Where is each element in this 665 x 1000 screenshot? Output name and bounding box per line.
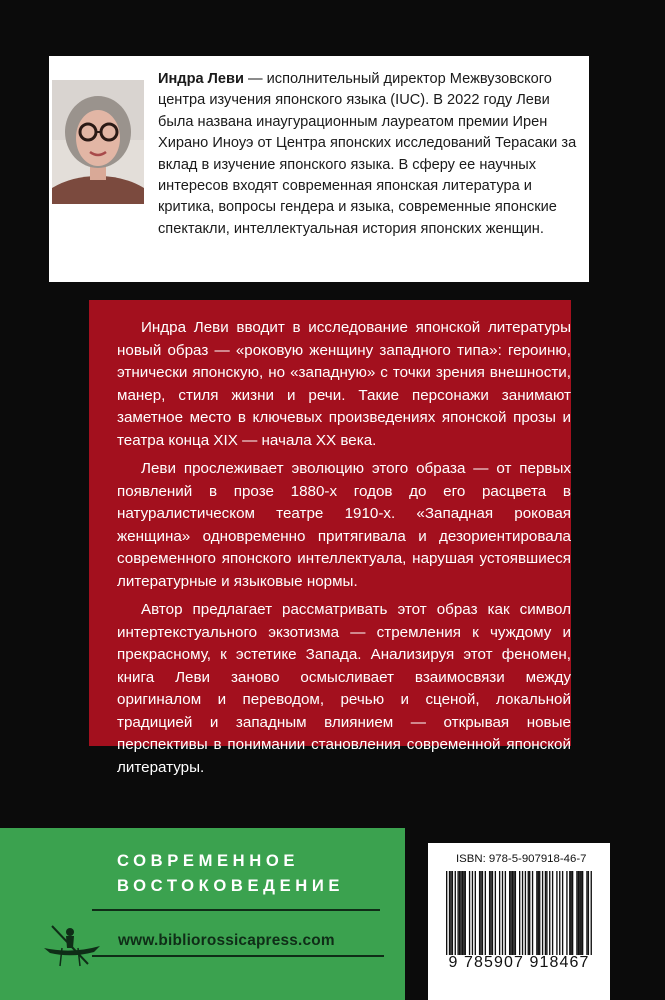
author-name: Индра Леви xyxy=(158,71,244,87)
book-description-panel xyxy=(89,300,571,776)
barcode-digits: 9 785907 918467 xyxy=(448,954,590,971)
barcode-icon xyxy=(446,871,592,955)
series-divider-bottom xyxy=(92,955,384,957)
description-paragraph: Индра Леви вводит в исследование японской литературы новый образ — «роковую женщину западного типа»: героиню, этнически японскую, но «западную» с точки зрения внешности, манер, стиля жизни и речи. Такие персонажи занимают заметное место в ключевых произведениях японской прозы и театра конца XIX — начала XX века. xyxy=(117,319,571,449)
author-info-panel xyxy=(49,56,589,282)
description-paragraph: Леви прослеживает эволюцию этого образа — от первых появлений в прозе 1880-х годов до его расцвета в натуралистическом театре 1910-х. «Западная роковая женщина» одновременно притягивала и дезориентировала современного японского интеллектуала, нарушая устоявшиеся литературные и языковые нормы. xyxy=(117,460,571,590)
description-paragraph: Автор предлагает рассматривать этот образ как символ интертекстуального экзотизма — стремления к чуждому и прекрасному, к эстетике Запада. Анализируя этот феномен, книга Леви заново осмысливает взаимосвязи между оригиналом и переводом, речью и сценой, локальной традицией и западным влиянием — открывая новые перспективы в понимании становления современной японской литературы. xyxy=(117,601,571,776)
series-title-line2: ВОСТОКОВЕДЕНИЕ xyxy=(117,876,345,895)
author-photo xyxy=(52,80,144,204)
isbn-label: ISBN: 978-5-907918-46-7 xyxy=(456,853,587,865)
book-description xyxy=(117,317,571,785)
publisher-url[interactable]: www.bibliorossicapress.com xyxy=(118,932,335,949)
barcode-panel xyxy=(428,843,610,1000)
boat-logo-icon xyxy=(42,920,102,970)
series-divider-top xyxy=(92,909,380,911)
series-panel xyxy=(0,828,405,1000)
series-title-line1: СОВРЕМЕННОЕ xyxy=(117,851,300,870)
series-title xyxy=(117,848,377,898)
author-bio-text: — исполнительный директор Межвузовского центра изучения японского языка (IUC). В 2022 году Леви была названа инаугурационным лауреатом премии Ирен Хирано Иноуэ от Центра японских исследований Терасаки за вклад в изучение японского языка. В сферу ее научных интересов входят современная японская литература и критика, вопросы гендера и языка, современные японские спектакли, интеллектуальная история японских женщин. xyxy=(158,71,577,237)
author-bio xyxy=(158,69,582,240)
